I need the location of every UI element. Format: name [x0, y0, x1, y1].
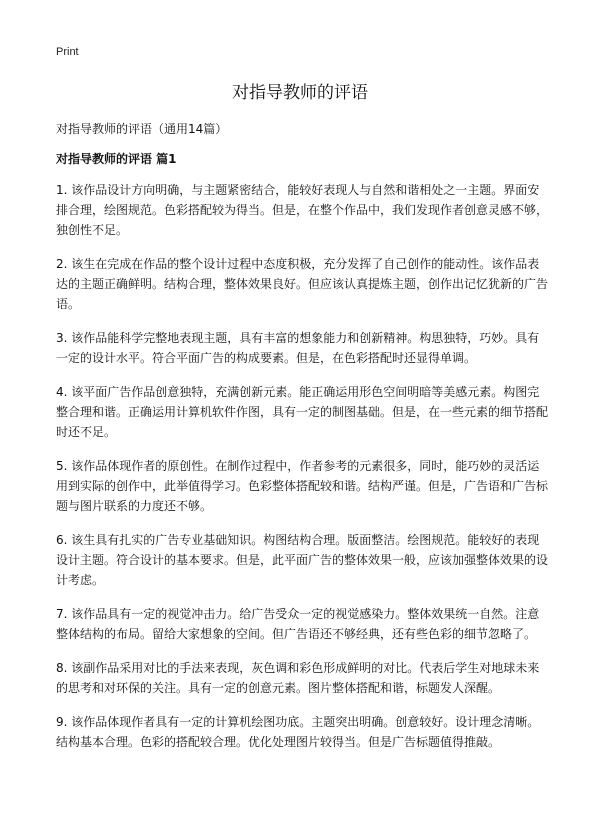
- comment-item-6: 6. 该生具有扎实的广告专业基础知识。构图结构合理。版面整洁。绘图规范。能较好的表现设计主题。符合设计的基本要求。但是，此平面广告的整体效果一般，应该加强整体效果的设计考虑。: [56, 533, 549, 587]
- comment-item-7: 7. 该作品具有一定的视觉冲击力。给广告受众一定的视觉感染力。整体效果统一自然。注意整体结构的布局。留给大家想象的空间。但广告语还不够经典，还有些色彩的细节忽略了。: [56, 607, 540, 641]
- comment-item-1: 1. 该作品设计方向明确，与主题紧密结合，能较好表现人与自然和谐相处之一主题。界面安排合理，绘图规范。色彩搭配较为得当。但是，在整个作品中，我们发现作者创意灵感不够，独创性不足。: [56, 183, 549, 237]
- comment-item-8: 8. 该副作品采用对比的手法来表现，灰色调和彩色形成鲜明的对比。代表后学生对地球未来的思考和对环保的关注。具有一定的创意元素。图片整体搭配和谐，标题发人深醒。: [56, 661, 540, 695]
- comment-item-9: 9. 该作品体现作者具有一定的计算机绘图功底。主题突出明确。创意较好。设计理念清晰。结构基本合理。色彩的搭配较合理。优化处理图片较得当。但是广告标题值得推敲。: [56, 715, 540, 749]
- section-heading: 对指导教师的评语 篇1: [56, 152, 177, 166]
- comment-item-3: 3. 该作品能科学完整地表现主题，具有丰富的想象能力和创新精神。构思独特，巧妙。具有一定的设计水平。符合平面广告的构成要素。但是，在色彩搭配时还显得单调。: [56, 331, 540, 365]
- print-link[interactable]: Print: [56, 46, 79, 58]
- document-subtitle: 对指导教师的评语（通用14篇）: [56, 122, 228, 136]
- page-title: 对指导教师的评语: [232, 83, 368, 103]
- comment-item-4: 4. 该平面广告作品创意独特，充满创新元素。能正确运用形色空间明暗等美感元素。构图完整合理和谐。正确运用计算机软件作图，具有一定的制图基础。但是，在一些元素的细节搭配时还不足。: [56, 385, 549, 439]
- comment-list: [56, 180, 550, 766]
- comment-item-5: 5. 该作品体现作者的原创性。在制作过程中，作者参考的元素很多，同时，能巧妙的灵活运用到实际的创作中，此举值得学习。色彩整体搭配较和谐。结构严谨。但是，广告语和广告标题与图片联系的力度还不够。: [56, 459, 549, 513]
- comment-item-2: 2. 该生在完成在作品的整个设计过程中态度积极，充分发挥了自己创作的能动性。该作品表达的主题正确鲜明。结构合理，整体效果良好。但应该认真提炼主题，创作出记忆犹新的广告语。: [56, 257, 549, 311]
